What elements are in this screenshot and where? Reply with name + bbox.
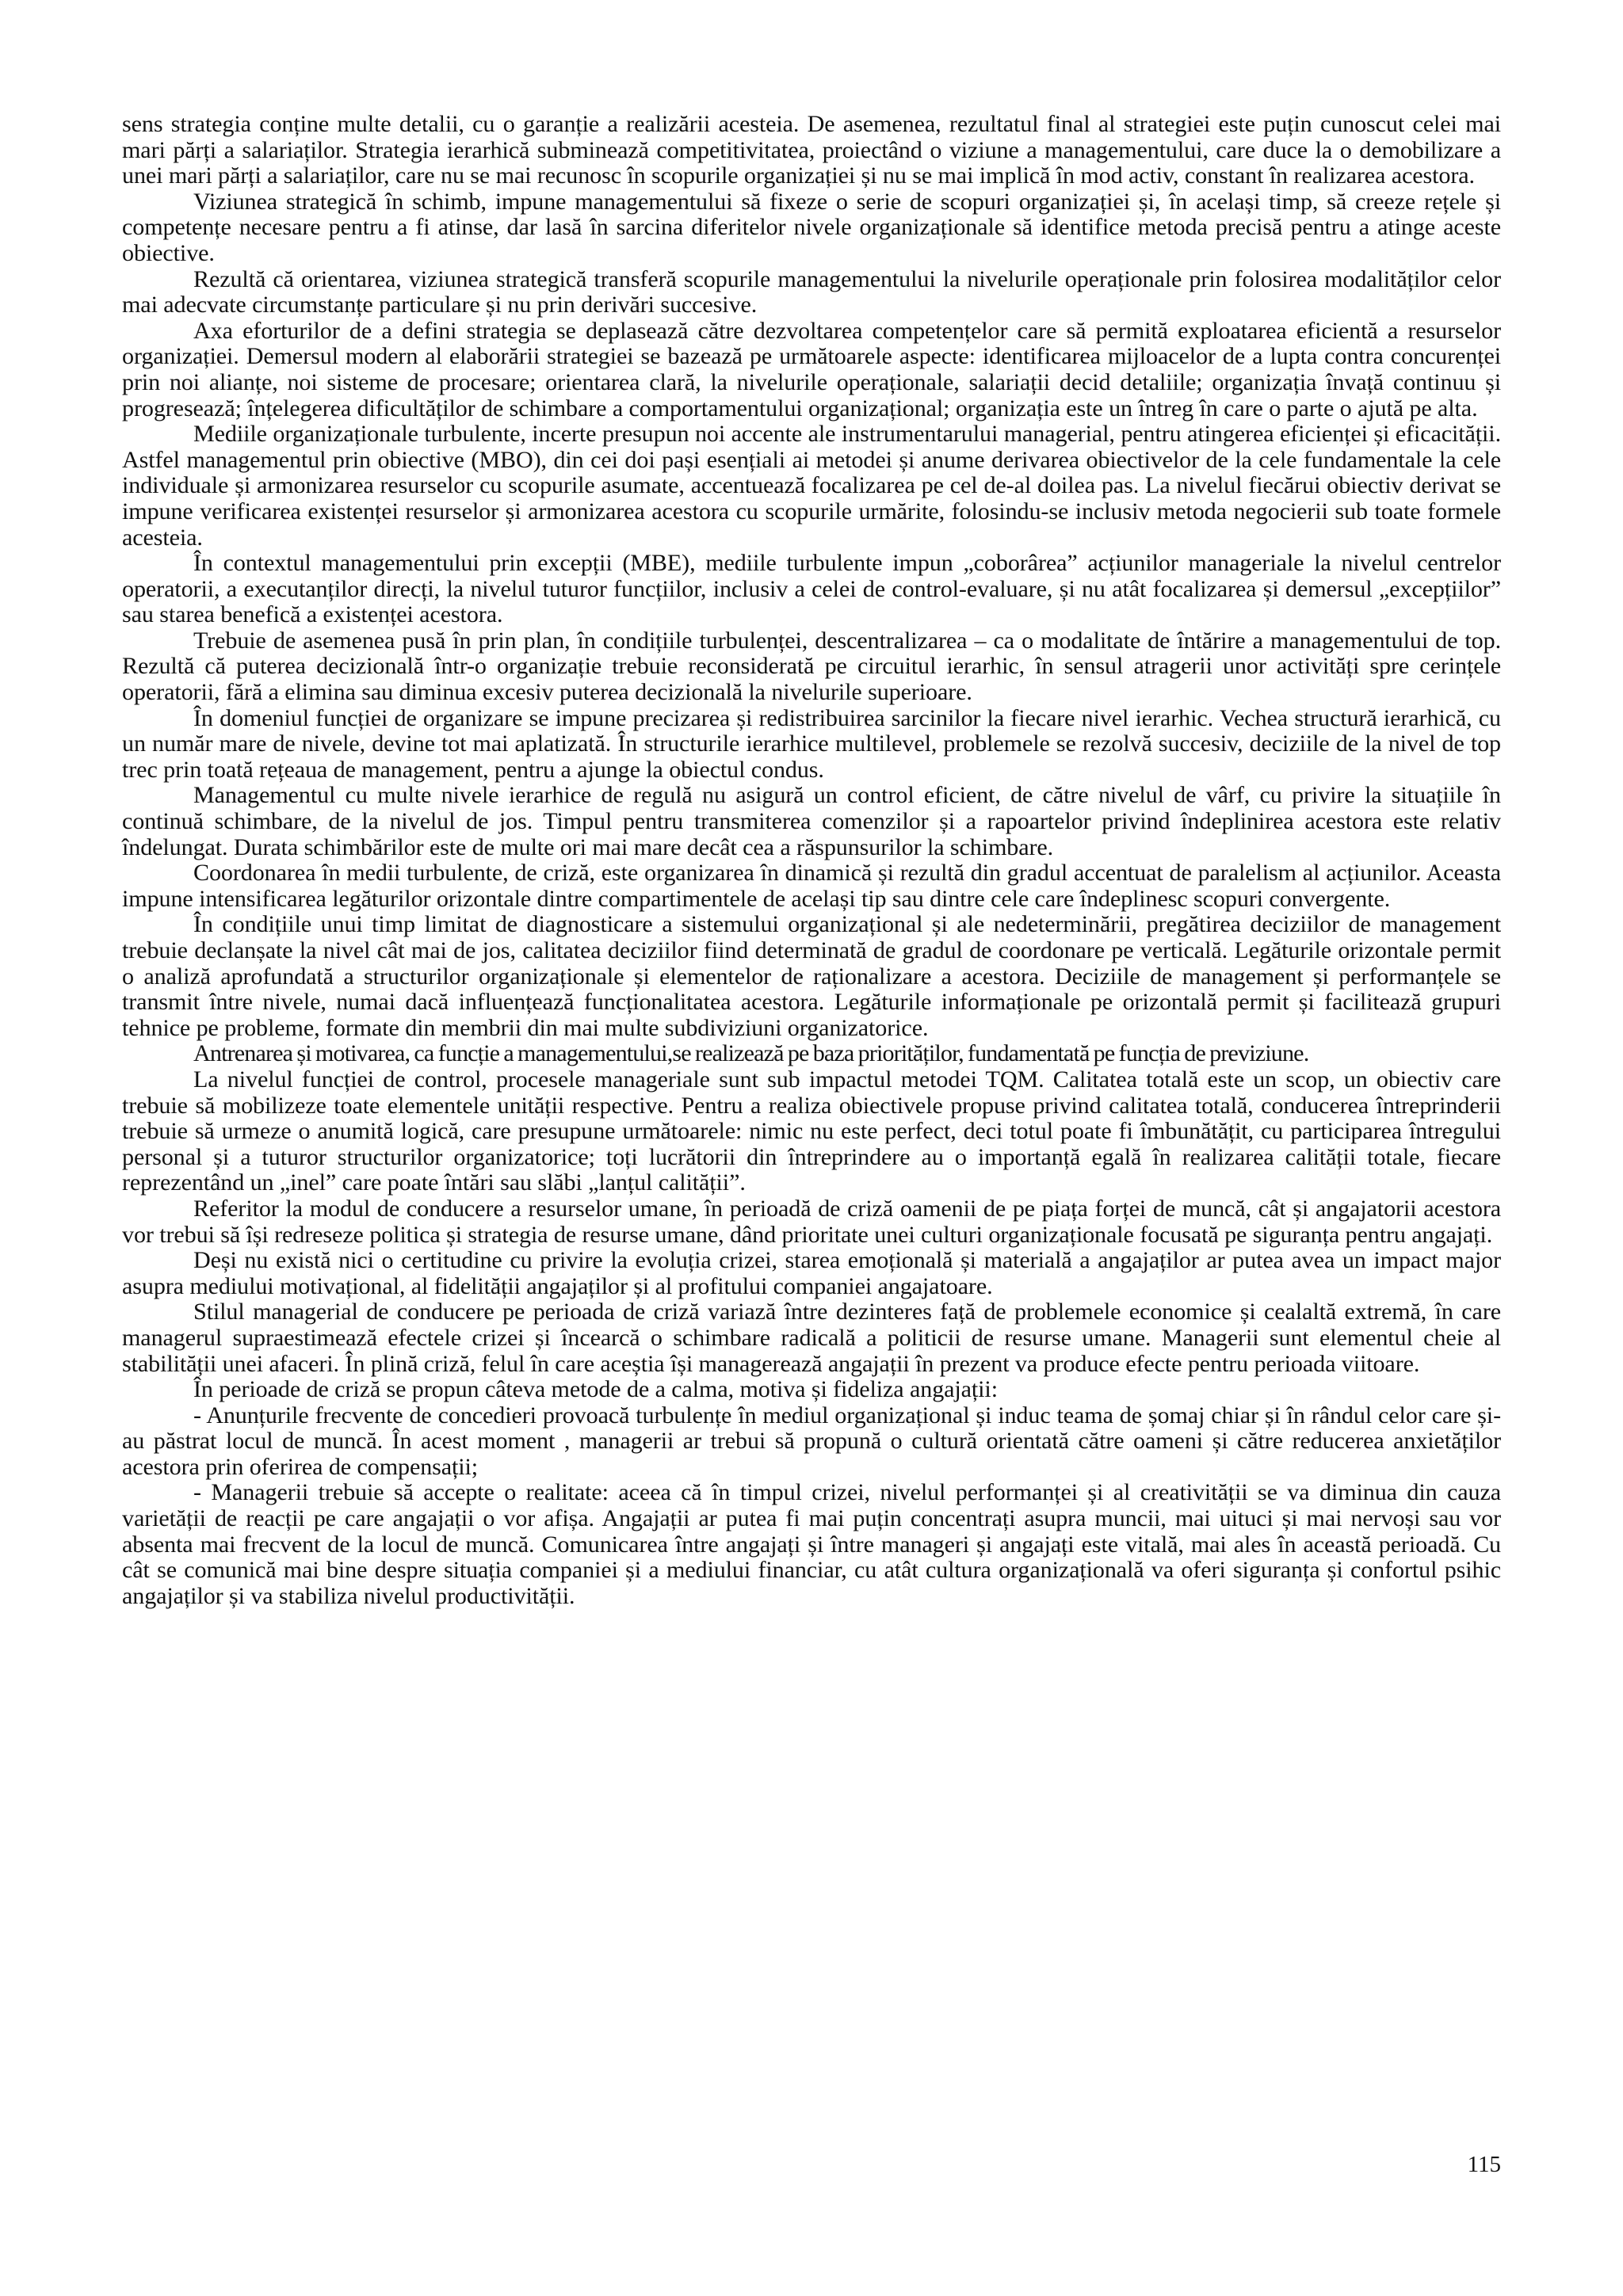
body-text bbox=[122, 111, 1501, 1608]
paragraph: Antrenarea și motivarea, ca funcție a managementului,se realizează pe baza priorităților, fundamentată pe funcția de previziune. bbox=[193, 1039, 1309, 1067]
paragraph: Axa eforturilor de a defini strategia se deplasează către dezvoltarea competențelor care să permită exploatarea eficientă a resurselor organizației. Demersul modern al elaborării strategiei se bazează pe următoarele aspecte: identificarea mijloacelor de a lupta contra concurenței prin noi alianțe, noi sisteme de procesare; orientarea clară, la nivelurile operaționale, salariații decid detaliile; organizația învață continuu și progresează; înțelegerea dificultăților de schimbare a comportamentului organizațional; organizația este un întreg în care o parte o ajută pe alta. bbox=[122, 316, 1501, 421]
paragraph: Stilul managerial de conducere pe perioada de criză variază între dezinteres față de problemele economice și cealaltă extremă, în care managerul supraestimează efectele crizei și încearcă o schimbare radicală a politicii de resurse umane. Managerii sunt elementul cheie al stabilității unei afaceri. În plină criză, felul în care aceștia își managerează angajații în prezent va produce efecte pentru perioada viitoare. bbox=[122, 1298, 1501, 1377]
paragraph: În perioade de criză se propun câteva metode de a calma, motiva și fideliza angajații: bbox=[193, 1375, 998, 1403]
list-item: - Managerii trebuie să accepte o realitate: aceea că în timpul crizei, nivelul performanței și al creativității se va diminua din cauza varietății de reacții pe care angajații o vor afișa. Angajații ar putea fi mai puțin concentrați asupra muncii, mai uituci și mai nervoși sau vor absenta mai frecvent de la locul de muncă. Comunicarea între angajați și între manageri și angajați este vitală, mai ales în această perioadă. Cu cât se comunică mai bine despre situația companiei și a mediului financiar, cu atât cultura organizațională va oferi siguranța și confortul psihic angajaților și va stabiliza nivelul productivității. bbox=[122, 1478, 1501, 1609]
paragraph: Deși nu există nici o certitudine cu privire la evoluția crizei, starea emoțională și materială a angajaților ar putea avea un impact major asupra mediului motivațional, al fidelității angajaților și al profitului companiei angajatoare. bbox=[122, 1246, 1501, 1299]
paragraph: Rezultă că orientarea, viziunea strategică transferă scopurile managementului la nivelurile operaționale prin folosirea modalităților celor mai adecvate circumstanțe particulare și nu prin derivări succesive. bbox=[122, 265, 1501, 318]
paragraph: În condițiile unui timp limitat de diagnosticare a sistemului organizațional și ale nedeterminării, pregătirea deciziilor de management trebuie declanșate la nivel cât mai de jos, calitatea deciziilor fiind determinată de gradul de coordonare pe verticală. Legăturile orizontale permit o analiză aprofundată a structurilor organizaționale și elementelor de raționalizare a acestora. Deciziile de management și performanțele se transmit între nivele, numai dacă influențează funcționalitatea acestora. Legăturile informaționale pe orizontală permit și facilitează grupuri tehnice pe probleme, formate din membrii din mai multe subdiviziuni organizatorice. bbox=[122, 910, 1501, 1041]
paragraph: Referitor la modul de conducere a resurselor umane, în perioadă de criză oamenii de pe piața forței de muncă, cât și angajatorii acestora vor trebui să își redreseze politica și strategia de resurse umane, dând prioritate unei culturi organizaționale focusată pe siguranța pentru angajați. bbox=[122, 1194, 1501, 1248]
paragraph: Coordonarea în medii turbulente, de criză, este organizarea în dinamică și rezultă din gradul accentuat de paralelism al acțiunilor. Aceasta impune intensificarea legăturilor orizontale dintre compartimentele de același tip sau dintre cele care îndeplinesc scopuri convergente. bbox=[122, 859, 1501, 912]
paragraph: sens strategia conține multe detalii, cu o garanție a realizării acesteia. De asemenea, rezultatul final al strategiei este puțin cunoscut celei mai mari părți a salariaților. Strategia ierarhică subminează competitivitatea, proiectând o viziune a managementului, care duce la o demobilizare a unei mari părți a salariaților, care nu se mai recunosc în scopurile organizației și nu se mai implică în mod activ, constant în realizarea acestora. bbox=[122, 110, 1501, 189]
paragraph: Mediile organizaționale turbulente, incerte presupun noi accente ale instrumentarului managerial, pentru atingerea eficienței și eficacității. Astfel managementul prin obiective (MBO), din cei doi pași esențiali ai metodei și anume derivarea obiectivelor de la cele fundamentale la cele individuale și armonizarea resurselor cu scopurile asumate, accentuează focalizarea pe cel de-al doilea pas. La nivelul fiecărui obiectiv derivat se impune verificarea existenței resurselor și armonizarea acestora cu scopurile urmărite, folosindu-se inclusiv metoda negocierii sub toate formele acesteia. bbox=[122, 420, 1501, 551]
page-number: 115 bbox=[1467, 2152, 1501, 2177]
paragraph: În contextul managementului prin excepții (MBE), mediile turbulente impun „coborârea” acțiunilor manageriale la nivelul centrelor operatorii, a executanților direcți, la nivelul tuturor funcțiilor, inclusiv a celei de control-evaluare, și nu atât focalizarea și demersul „excepțiilor” sau starea benefică a existenței acestora. bbox=[122, 549, 1501, 628]
list-item: - Anunțurile frecvente de concedieri provoacă turbulențe în mediul organizațional și induc teama de șomaj chiar și în rândul celor care și-au păstrat locul de muncă. În acest moment , managerii ar trebui să propună o cultură orientată către oameni și către reducerea anxietăților acestora prin oferirea de compensații; bbox=[122, 1401, 1501, 1480]
paragraph: La nivelul funcției de control, procesele manageriale sunt sub impactul metodei TQM. Calitatea totală este un scop, un obiectiv care trebuie să mobilizeze toate elementele unității respective. Pentru a realiza obiectivele propuse privind calitatea totală, conducerea întreprinderii trebuie să urmeze o anumită logică, care presupune următoarele: nimic nu este perfect, deci totul poate fi îmbunătățit, cu participarea întregului personal și a tuturor structurilor organizatorice; toți lucrătorii din întreprindere au o importanță egală în realizarea calității totale, fiecare reprezentând un „inel” care poate întări sau slăbi „lanțul calității”. bbox=[122, 1065, 1501, 1196]
paragraph: Trebuie de asemenea pusă în prin plan, în condițiile turbulenței, descentralizarea – ca o modalitate de întărire a managementului de top. Rezultă că puterea decizională într-o organizație trebuie reconsiderată pe circuitul ierarhic, în sensul atragerii unor activități spre cerințele operatorii, fără a elimina sau diminua excesiv puterea decizională la nivelurile superioare. bbox=[122, 626, 1501, 706]
paragraph: Managementul cu multe nivele ierarhice de regulă nu asigură un control eficient, de către nivelul de vârf, cu privire la situațiile în continuă schimbare, de la nivelul de jos. Timpul pentru transmiterea comenzilor și a rapoartelor privind îndeplinirea acestora este relativ îndelungat. Durata schimbărilor este de multe ori mai mare decât cea a răspunsurilor la schimbare. bbox=[122, 781, 1501, 860]
paragraph: În domeniul funcției de organizare se impune precizarea și redistribuirea sarcinilor la fiecare nivel ierarhic. Vechea structură ierarhică, cu un număr mare de nivele, devine tot mai aplatizată. În structurile ierarhice multilevel, problemele se rezolvă succesiv, deciziile de la nivel de top trec prin toată rețeaua de management, pentru a ajunge la obiectul condus. bbox=[122, 704, 1501, 783]
paragraph: Viziunea strategică în schimb, impune managementului să fixeze o serie de scopuri organizației și, în același timp, să creeze rețele și competențe necesare pentru a fi atinse, dar lasă în sarcina diferitelor nivele organizaționale să identifice metoda precisă pentru a atinge aceste obiective. bbox=[122, 187, 1501, 266]
